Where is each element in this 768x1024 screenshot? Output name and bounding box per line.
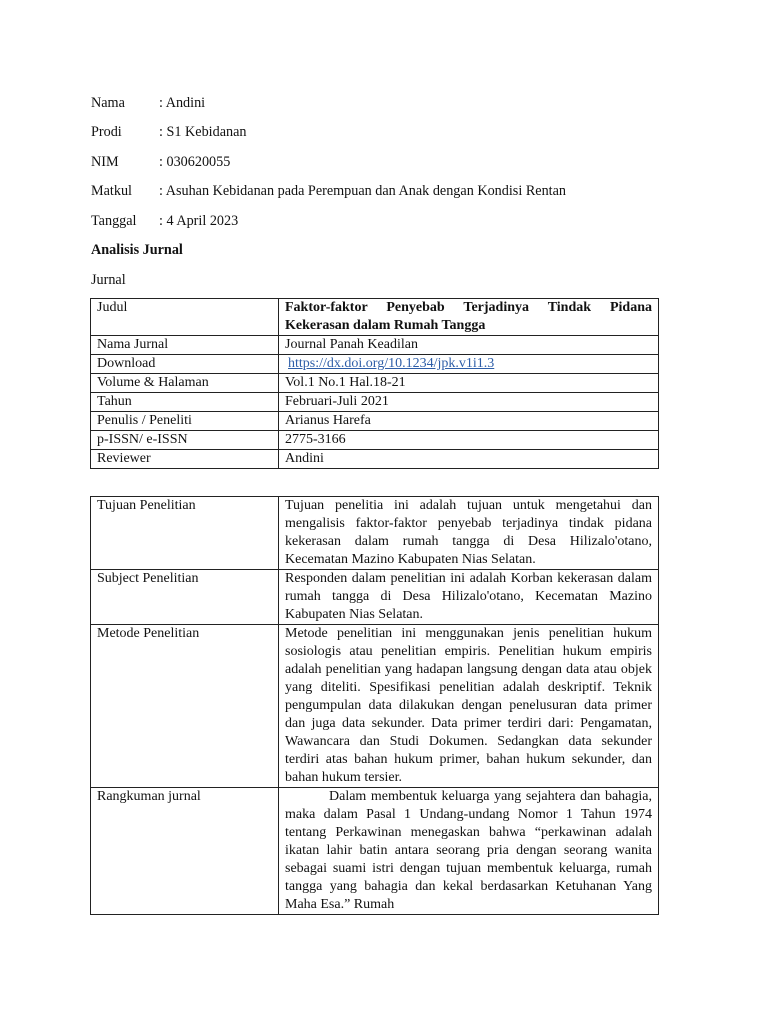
- rangkuman-label: Rangkuman jurnal: [91, 788, 279, 915]
- download-link[interactable]: https://dx.doi.org/10.1234/jpk.v1i1.3: [288, 356, 495, 371]
- download-label: Download: [91, 355, 279, 374]
- info-matkul-label: Matkul: [91, 183, 132, 199]
- table-row: [91, 625, 659, 788]
- tahun-label: Tahun: [91, 393, 279, 412]
- section-heading: Analisis Jurnal: [91, 242, 183, 258]
- info-tanggal-value: : 4 April 2023: [159, 213, 239, 229]
- table-row: [91, 788, 659, 915]
- table-row: [91, 355, 659, 374]
- table-row: [91, 450, 659, 469]
- subject-value: Responden dalam penelitian ini adalah Korban kekerasan dalam rumah tangga di Desa Hilizalo'otano, Kecematan Mazino Kabupaten Nias Selatan.: [279, 570, 659, 625]
- info-tanggal: [91, 212, 238, 230]
- table-row: [91, 431, 659, 450]
- reviewer-value: Andini: [279, 450, 659, 469]
- info-prodi-value: : S1 Kebidanan: [159, 124, 247, 140]
- volume-value: Vol.1 No.1 Hal.18-21: [279, 374, 659, 393]
- info-nama: [91, 94, 205, 112]
- judul-label: Judul: [91, 299, 279, 336]
- table-row: [91, 570, 659, 625]
- info-matkul-value: : Asuhan Kebidanan pada Perempuan dan Anak dengan Kondisi Rentan: [159, 183, 567, 199]
- table-row: [91, 497, 659, 570]
- journal-analysis-table: [90, 496, 659, 915]
- nama-jurnal-label: Nama Jurnal: [91, 336, 279, 355]
- tahun-value: Februari-Juli 2021: [279, 393, 659, 412]
- penulis-label: Penulis / Peneliti: [91, 412, 279, 431]
- info-nama-value: : Andini: [159, 95, 206, 111]
- subject-label: Subject Penelitian: [91, 570, 279, 625]
- info-prodi: [91, 123, 246, 141]
- metode-value: Metode penelitian ini menggunakan jenis penelitian hukum sosiologis atau penelitian empiris. Penelitian hukum empiris adalah penelitian yang hadapan langsung dengan data atau objek yang diteliti. Spesifikasi penelitian adalah deskriptif. Teknik pengumpulan data dilakukan dengan penelusuran data primer dan juga data sekunder. Data primer terdiri dari: Pengamatan, Wawancara dan Studi Dokumen. Sedangkan data sekunder terdiri atas bahan hukum primer, bahan hukum sekunder, dan bahan hukum tersier.: [279, 625, 659, 788]
- tujuan-value: Tujuan penelitia ini adalah tujuan untuk mengetahui dan mengalisis faktor-faktor penyebab terjadinya tindak pidana kekerasan dalam rumah tangga di Desa Hilizalo'otano, Kecematan Mazino Kabupaten Nias Selatan.: [279, 497, 659, 570]
- info-prodi-label: Prodi: [91, 124, 122, 140]
- table-row: [91, 393, 659, 412]
- table-row: [91, 412, 659, 431]
- info-matkul: [91, 182, 566, 200]
- issn-label: p-ISSN/ e-ISSN: [91, 431, 279, 450]
- table-row: [91, 336, 659, 355]
- info-nim-label: NIM: [91, 154, 119, 170]
- reviewer-label: Reviewer: [91, 450, 279, 469]
- volume-label: Volume & Halaman: [91, 374, 279, 393]
- table-row: [91, 374, 659, 393]
- section-subheading: Jurnal: [91, 272, 126, 288]
- tujuan-label: Tujuan Penelitian: [91, 497, 279, 570]
- nama-jurnal-value: Journal Panah Keadilan: [279, 336, 659, 355]
- info-nim: [91, 153, 230, 171]
- rangkuman-value: Dalam membentuk keluarga yang sejahtera dan bahagia, maka dalam Pasal 1 Undang-undang Nomor 1 Tahun 1974 tentang Perkawinan menegaskan bahwa “perkawinan adalah ikatan lahir batin antara seorang pria dengan seorang wanita sebagai suami istri dengan tujuan membentuk keluarga, rumah tangga yang bahagia dan kekal berdasarkan Ketuhanan Yang Maha Esa.” Rumah: [285, 789, 652, 912]
- info-nim-value: : 030620055: [159, 154, 231, 170]
- metode-label: Metode Penelitian: [91, 625, 279, 788]
- journal-info-table: [90, 298, 659, 469]
- info-nama-label: Nama: [91, 95, 125, 111]
- judul-value: Faktor-faktor Penyebab Terjadinya Tindak Pidana Kekerasan dalam Rumah Tangga: [279, 299, 659, 336]
- table-row: [91, 299, 659, 336]
- info-tanggal-label: Tanggal: [91, 213, 137, 229]
- issn-value: 2775-3166: [279, 431, 659, 450]
- penulis-value: Arianus Harefa: [279, 412, 659, 431]
